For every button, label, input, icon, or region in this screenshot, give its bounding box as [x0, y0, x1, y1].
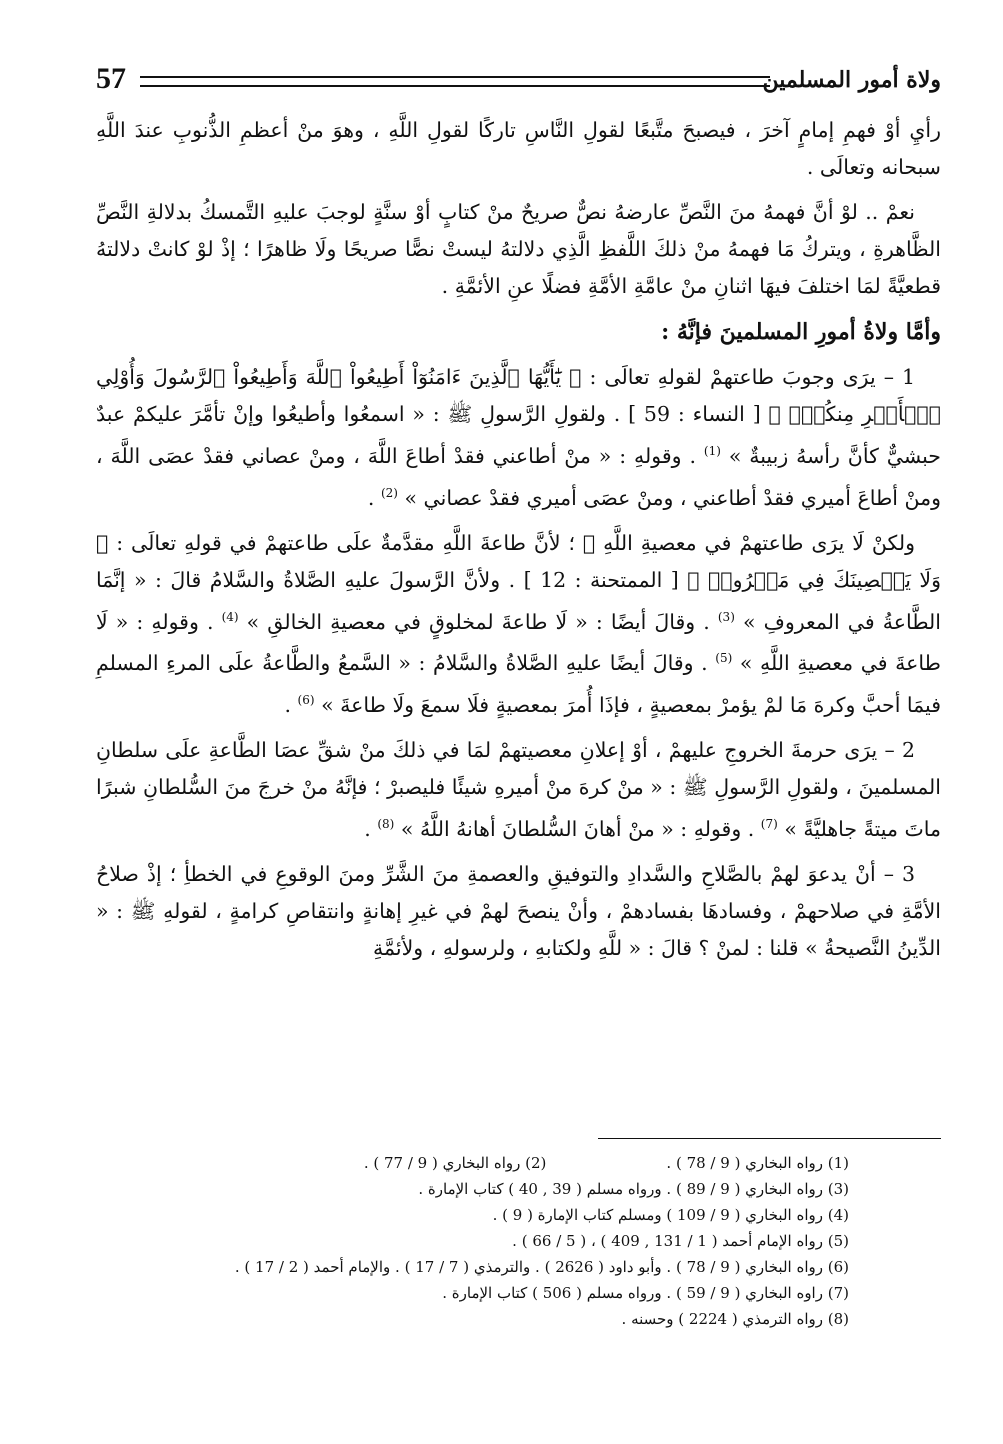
footnote-ref-2[interactable]: (2) — [380, 485, 398, 500]
footnote-8: (8) رواه الترمذي ( 2224 ) وحسنه . — [621, 1310, 849, 1328]
footnote-separator — [598, 1138, 941, 1139]
page-header — [96, 62, 941, 102]
paragraph-2: نعمْ .. لوْ أنَّ فهمهُ منَ النَّصِّ عارضهُ نصٌّ صريحٌ منْ كتابٍ أوْ سنَّةٍ لوجبَ عليهِ التَّمسكُ بدلالةِ النَّصِّ الظَّاهرةِ ، ويتركُ مَا فهمهُ منْ ذلكَ اللَّفظِ الَّذِي دلالتهُ ليستْ نصًّا صريحًا ولَا ظاهرًا ؛ إذْ لوْ كانتْ دلالتهُ قطعيَّةً لمَا اختلفَ فيهَا اثنانِ منْ عامَّةِ الأمَّةِ فضلًا عنِ الأئمَّةِ . — [96, 200, 941, 298]
footnotes — [96, 1150, 941, 1332]
paragraph-3 — [96, 359, 941, 517]
footnote-ref-1[interactable]: (1) — [703, 444, 721, 458]
footnote-6: (6) رواه البخاري ( 9 / 78 ) . وأبو داود ( 2626 ) . والترمذي ( 7 / 17 ) . والإمام أحمد ( 2 / 17 ) . — [234, 1258, 849, 1276]
footnote-7: (7) راوه البخاري ( 9 / 59 ) . ورواه مسلم ( 506 ) كتاب الإمارة . — [442, 1284, 849, 1302]
body-text — [96, 112, 941, 975]
footnote-1: (1) رواه البخاري ( 9 / 78 ) . — [666, 1154, 849, 1172]
paragraph-1: رأيِ أوْ فهمِ إمامٍ آخرَ ، فيصبحَ متَّبعًا لقولِ النَّاسِ تاركًا لقولِ اللَّهِ ، وهوَ منْ أعظمِ الذُّنوبِ عندَ اللَّهِ سبحانه وتعالَى . — [96, 118, 941, 179]
paragraph-4 — [96, 525, 941, 724]
paragraph-3-text-a: 1 – يرَى وجوبَ طاعتهمْ لقولهِ تعالَى : ﴿ يَٰٓأَيُّهَا ٱلَّذِينَ ءَامَنُوٓاْ أَطِيعُواْ ٱللَّهَ وَأَطِيعُواْ ٱلرَّسُولَ وَأُوْلِي ٱلۡأَمۡرِ مِنكُمۡۖ ﴾ [ النساء : 59 ] . ولقولِ الرَّسولِ ﷺ : « اسمعُوا وأطيعُوا وإنْ تأمَّرَ عليكمْ عبدٌ حبشيٌّ كأنَّ رأسهُ زبيبةٌ » — [96, 365, 941, 468]
paragraph-4-text-d: . وقالَ أيضًا عليهِ الصَّلاةُ والسَّلامُ : « السَّمعُ والطَّاعةُ علَى المرءِ المسلمِ فيمَا أحبَّ وكرهَ مَا لمْ يؤمرْ بمعصيةٍ ، فإذَا أُمرَ بمعصيةٍ فلَا سمعَ ولَا طاعةَ » — [96, 651, 941, 718]
running-head: ولاة أمور المسلمين — [762, 67, 941, 93]
paragraph-4-text-b: . وقالَ أيضًا : « لَا طاعةَ لمخلوقٍ في معصيةِ الخالقِ » — [246, 609, 710, 634]
paragraph-4-text-c: . وقولهِ : « لَا طاعةَ في معصيةِ اللَّهِ » — [96, 609, 941, 676]
section-heading: وأمَّا ولاةُ أمورِ المسلمينَ فإنَّهُ : — [661, 319, 941, 345]
footnote-ref-5[interactable]: (5) — [715, 651, 733, 666]
paragraph-6: 3 – أنْ يدعوَ لهمْ بالصَّلاحِ والسَّدادِ والتوفيقِ والعصمةِ منَ الشَّرِّ ومنَ الوقوعِ في الخطأِ ؛ إذْ صلاحُ الأمَّةِ في صلاحهمْ ، وفسادهَا بفسادهمْ ، وأنْ ينصحَ لهمْ في غيرِ إهانةٍ وانتقاصِ كرامةٍ ، لقولهِ ﷺ : « الدِّينُ النَّصيحةُ » قلنا : لمنْ ؟ قالَ : « للَّهِ ولكتابهِ ، ولرسولهِ ، ولأئمَّةِ — [96, 861, 941, 960]
footnote-row-1-2 — [96, 1150, 941, 1176]
page-number: 57 — [96, 62, 126, 95]
paragraph-4-text-e: . — [284, 693, 292, 718]
footnote-3: (3) رواه البخاري ( 9 / 89 ) . ورواه مسلم ( 39 , 40 ) كتاب الإمارة . — [418, 1180, 849, 1198]
paragraph-5 — [96, 732, 941, 848]
footnote-ref-4[interactable]: (4) — [221, 609, 239, 624]
paragraph-3-text-b: . وقولهِ : « منْ أطاعني فقدْ أطاعَ اللَّهَ ، ومنْ عصاني فقدْ عصَى اللَّهَ ، ومنْ أطاعَ أميري فقدْ أطاعني ، ومنْ عصَى أميري فقدْ عصاني » — [96, 443, 941, 510]
footnote-5: (5) رواه الإمام أحمد ( 1 / 131 , 409 ) ، ( 5 / 66 ) . — [512, 1232, 849, 1250]
footnote-4: (4) رواه البخاري ( 9 / 109 ) ومسلم كتاب الإمارة ( 9 ) . — [492, 1206, 849, 1224]
paragraph-4-text-a: ولكنْ لَا يرَى طاعتهمْ في معصيةِ اللَّهِ ﷻ ؛ لأنَّ طاعةَ اللَّهِ مقدَّمةٌ علَى طاعتهمْ في قولهِ تعالَى : ﴿ وَلَا يَعۡصِينَكَ فِي مَعۡرُوفٖ ﴾ [ الممتحنة : 12 ] . ولأنَّ الرَّسولَ عليهِ الصَّلاةُ والسَّلامُ قالَ : « إنَّمَا الطَّاعةُ في المعروفِ » — [96, 530, 941, 634]
footnote-ref-3[interactable]: (3) — [717, 609, 735, 624]
footnote-2: (2) رواه البخاري ( 9 / 77 ) . — [363, 1154, 547, 1172]
paragraph-5-text-c: . — [364, 816, 371, 841]
paragraph-5-text-b: . وقولهِ : « منْ أهانَ السُّلطانَ أهانهُ اللَّهُ » — [400, 816, 755, 841]
header-rule — [140, 76, 770, 87]
paragraph-5-text-a: 2 – يرَى حرمةَ الخروجِ عليهمْ ، أوْ إعلانِ معصيتهمْ لمَا في ذلكَ منْ شقِّ عصَا الطَّاعةِ علَى سلطانِ المسلمينَ ، ولقولِ الرَّسولِ ﷺ : « منْ كرهَ منْ أميرهِ شيئًا فليصبرْ ؛ فإنَّهُ منْ خرجَ منَ السُّلطانِ شبرًا ماتَ ميتةً جاهليَّةً » — [96, 738, 941, 841]
footnote-ref-8[interactable]: (8) — [377, 817, 395, 832]
footnote-ref-6[interactable]: (6) — [297, 693, 315, 708]
footnote-ref-7[interactable]: (7) — [760, 817, 778, 832]
paragraph-3-text-c: . — [367, 485, 375, 510]
